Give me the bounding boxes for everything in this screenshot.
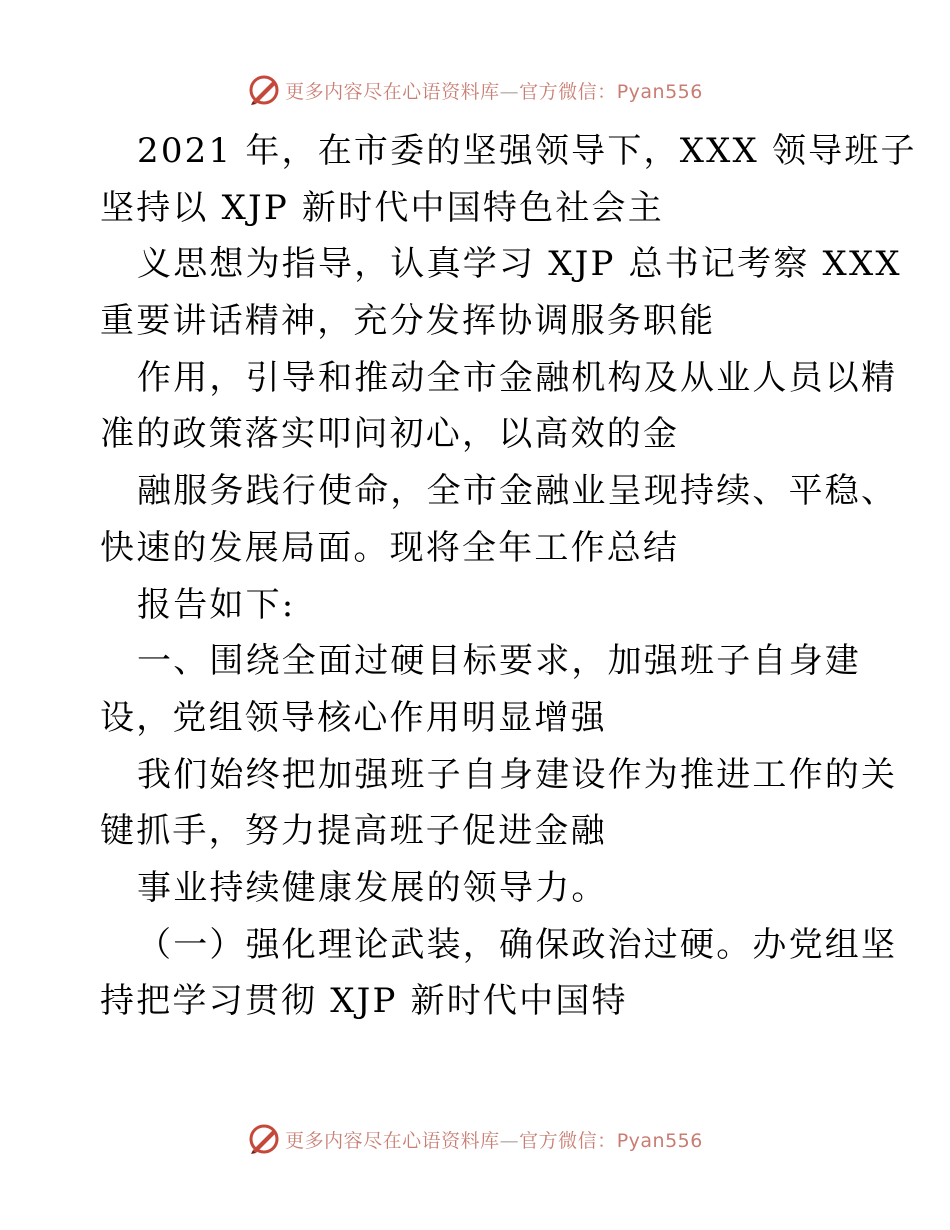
- watermark-separator: —: [499, 1129, 520, 1152]
- body-line: 报告如下:: [137, 584, 296, 625]
- body-line: 持把学习贯彻 XJP 新时代中国特: [100, 981, 628, 1022]
- watermark-separator: —: [499, 80, 520, 103]
- body-line: 我们始终把加强班子自身建设作为推进工作的关: [137, 754, 898, 795]
- body-line: 义思想为指导，认真学习 XJP 总书记考察 XXX: [137, 244, 902, 285]
- watermark-official: 官方微信：: [519, 1129, 617, 1152]
- body-line: 2021 年，在市委的坚强领导下，XXX 领导班子: [137, 131, 917, 171]
- section-heading: 一、围绕全面过硬目标要求，加强班子自身建: [137, 641, 861, 682]
- footer-watermark: [0, 1119, 950, 1159]
- watermark-wechat-id: Pyan556: [616, 80, 703, 103]
- watermark-wechat-id: Pyan556: [616, 1129, 703, 1152]
- body-line: 重要讲话精神，充分发挥协调服务职能: [100, 301, 716, 342]
- header-watermark: [0, 70, 950, 110]
- subsection-line: （一）强化理论武装，确保政治过硬。办党组坚: [137, 924, 898, 965]
- watermark-text: [285, 1126, 703, 1153]
- body-line: 融服务践行使命，全市金融业呈现持续、平稳、: [137, 471, 898, 512]
- pen-logo-icon: [247, 73, 281, 107]
- body-line: 键抓手，努力提高班子促进金融: [100, 811, 607, 852]
- body-line: 快速的发展局面。现将全年工作总结: [100, 527, 680, 568]
- pen-logo-icon: [247, 1122, 281, 1156]
- body-line: 坚持以 XJP 新时代中国特色社会主: [100, 187, 664, 228]
- body-line: 作用，引导和推动全市金融机构及从业人员以精: [137, 357, 898, 398]
- document-body: [100, 123, 917, 1030]
- watermark-text: [285, 77, 703, 104]
- watermark-main: 更多内容尽在心语资料库: [285, 80, 500, 103]
- body-line: 事业持续健康发展的领导力。: [137, 867, 608, 908]
- body-line: 准的政策落实叩问初心，以高效的金: [100, 414, 680, 455]
- section-heading-cont: 设，党组领导核心作用明显增强: [100, 697, 607, 738]
- watermark-main: 更多内容尽在心语资料库: [285, 1129, 500, 1152]
- watermark-official: 官方微信：: [519, 80, 617, 103]
